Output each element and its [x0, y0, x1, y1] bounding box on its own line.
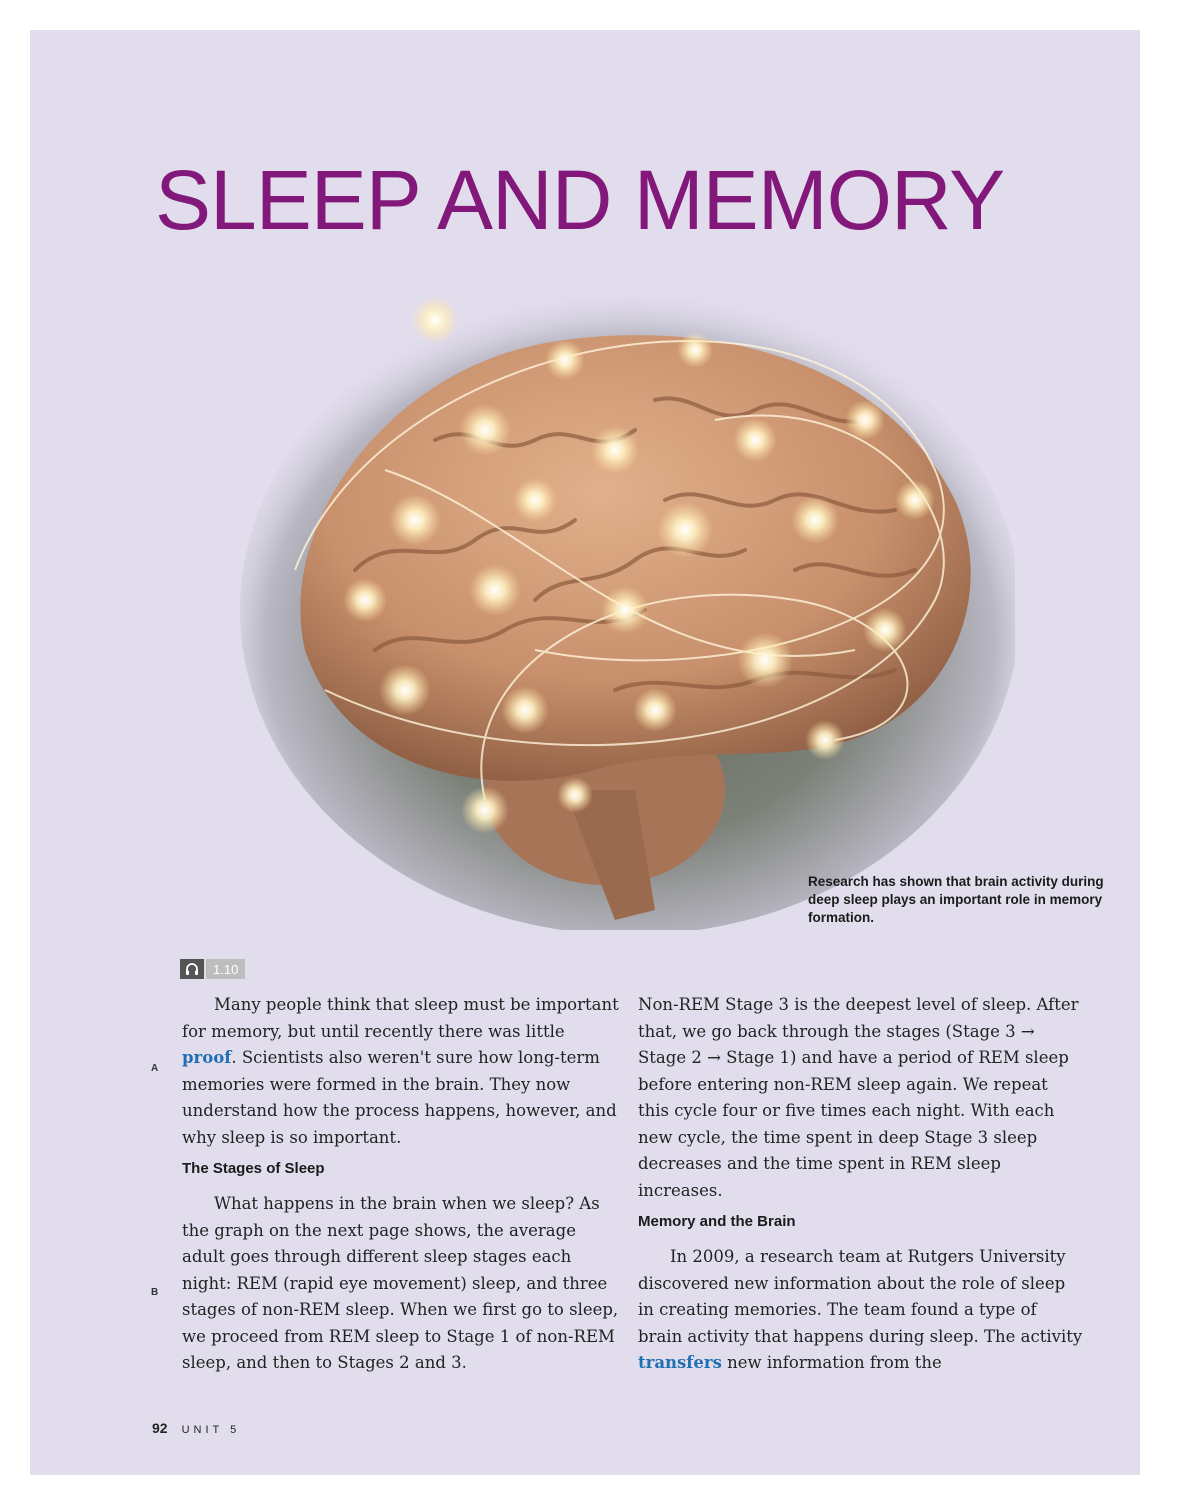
paragraph-intro: Many people think that sleep must be important for memory, but until recently there was little proof. Scientists also weren't sure how long-term memories were formed in the brain. They now understand how the process happens, however, and why sleep is so important. [182, 995, 619, 1147]
paragraph-marker-a: A [151, 1063, 159, 1074]
paragraph-stages: What happens in the brain when we sleep? As the graph on the next page shows, the average adult goes through different sleep stages each night: REM (rapid eye movement) sleep, and three stages of non-REM sleep. When we first go to sleep, we proceed from REM sleep to Stage 1 of non-REM sleep, and then to Stages 2 and 3. [182, 1194, 619, 1372]
right-column [638, 992, 1083, 1377]
page-title: SLEEP AND MEMORY [155, 153, 1005, 247]
paragraph-marker-b: B [151, 1287, 159, 1298]
section-heading-memory: Memory and the Brain [638, 1213, 796, 1230]
brain-illustration [235, 270, 1015, 930]
paragraph-memory: In 2009, a research team at Rutgers University discovered new information about the role of sleep in creating memories. The team found a type of brain activity that happens during sleep. The activity transfers new information from the [638, 1247, 1083, 1372]
page [30, 30, 1140, 1475]
audio-track-number: 1.10 [206, 959, 245, 979]
audio-track-button[interactable] [180, 959, 245, 979]
vocab-word-transfers[interactable]: transfers [638, 1353, 722, 1372]
paragraph-cycle: Non-REM Stage 3 is the deepest level of sleep. After that, we go back through the stages (Stage 3 → Stage 2 → Stage 1) and have a period of REM sleep before entering non-REM sleep again. We repeat this cycle four or five times each night. With each new cycle, the time spent in deep Stage 3 sleep decreases and the time spent in REM sleep increases. [638, 995, 1079, 1200]
vocab-word-proof[interactable]: proof [182, 1048, 232, 1067]
page-footer [152, 1420, 240, 1436]
section-heading-stages: The Stages of Sleep [182, 1160, 325, 1177]
left-column [182, 992, 622, 1377]
page-number: 92 [152, 1420, 168, 1436]
unit-label: UNIT 5 [181, 1424, 241, 1436]
headphones-icon [180, 959, 204, 979]
image-caption: Research has shown that brain activity during deep sleep plays an important role in memory formation. [808, 874, 1104, 925]
